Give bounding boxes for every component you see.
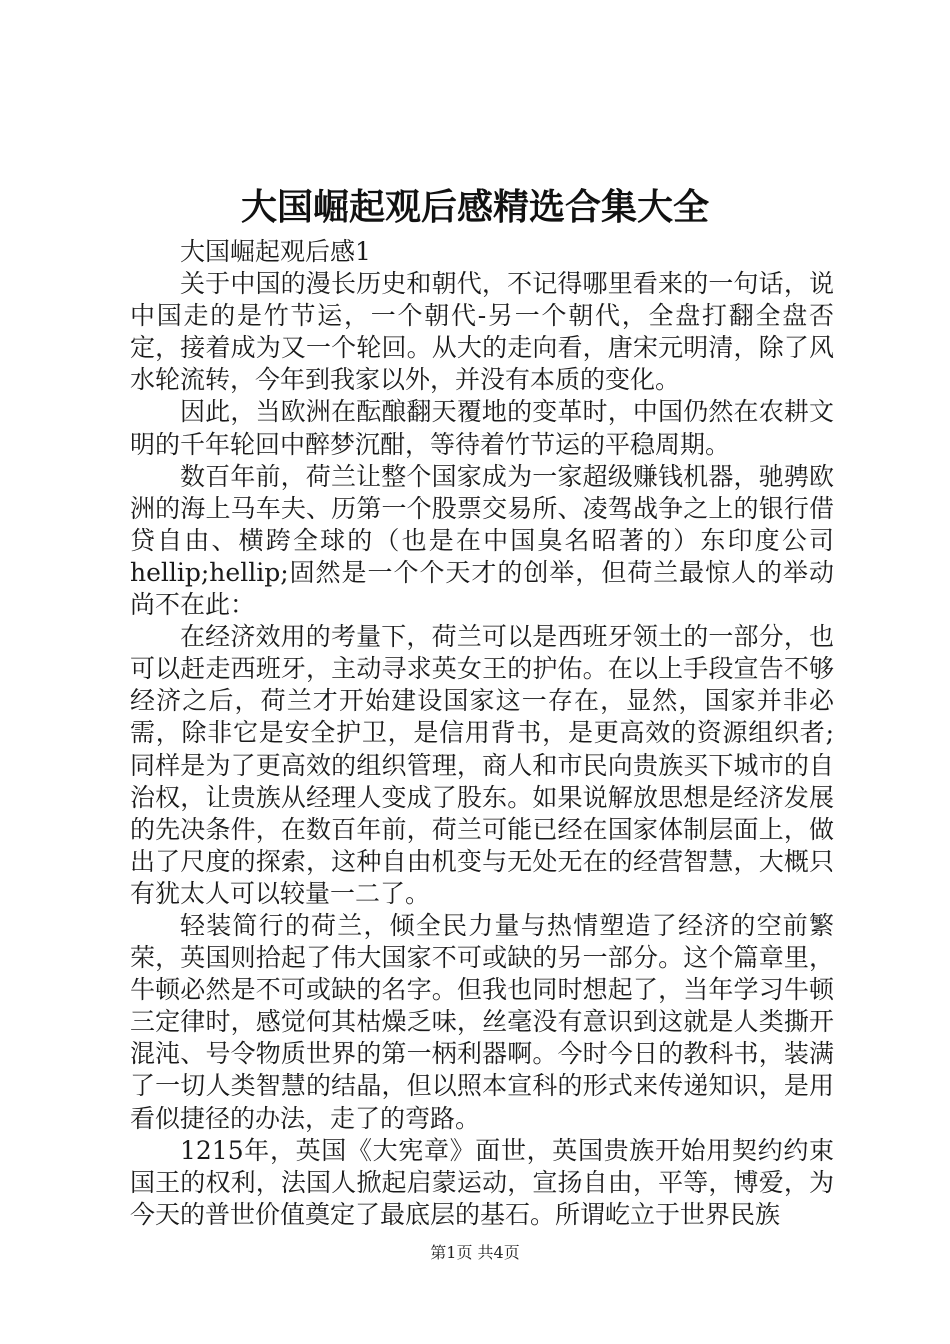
paragraph: 在经济效用的考量下，荷兰可以是西班牙领土的一部分，也可以赶走西班牙，主动寻求英女王的护佑。在以上手段宣告不够经济之后，荷兰才开始建设国家这一存在，显然，国家并非必需，除非它是安全护卫，是信用背书，是更高效的资源组织者;同样是为了更高效的组织管理，商人和市民向贵族买下城市的自治权，让贵族从经理人变成了股东。如果说解放思想是经济发展的先决条件，在数百年前，荷兰可能已经在国家体制层面上，做出了尺度的探索，这种自由机变与无处无在的经营智慧，大概只有犹太人可以较量一二了。 — [130, 622, 834, 908]
paragraph: 关于中国的漫长历史和朝代，不记得哪里看来的一句话，说中国走的是竹节运，一个朝代-另一个朝代，全盘打翻全盘否定，接着成为又一个轮回。从大的走向看，唐宋元明清，除了风水轮流转，今年到我家以外，并没有本质的变化。 — [130, 269, 834, 395]
paragraph: 因此，当欧洲在酝酿翻天覆地的变革时，中国仍然在农耕文明的千年轮回中醉梦沉酣，等待着竹节运的平稳周期。 — [130, 397, 834, 459]
paragraph: 数百年前，荷兰让整个国家成为一家超级赚钱机器，驰骋欧洲的海上马车夫、历第一个股票交易所、凌驾战争之上的银行借贷自由、横跨全球的（也是在中国臭名昭著的）东印度公司hellip;hellip;固然是一个个天才的创举，但荷兰最惊人的举动尚不在此： — [130, 461, 834, 620]
subheading: 大国崛起观后感1 — [180, 237, 371, 266]
paragraph: 1215年，英国《大宪章》面世，英国贵族开始用契约约束国王的权利，法国人掀起启蒙运动，宣扬自由，平等，博爱，为今天的普世价值奠定了最底层的基石。所谓屹立于世界民族 — [130, 1135, 834, 1229]
document-body — [130, 236, 834, 1231]
paragraph: 轻装简行的荷兰，倾全民力量与热情塑造了经济的空前繁荣，英国则拾起了伟大国家不可或缺的另一部分。这个篇章里，牛顿必然是不可或缺的名字。但我也同时想起了，当年学习牛顿三定律时，感觉何其枯燥乏味，丝毫没有意识到这就是人类撕开混沌、号令物质世界的第一柄利器啊。今时今日的教科书，装满了一切人类智慧的结晶，但以照本宣科的形式来传递知识，是用看似捷径的办法，走了的弯路。 — [130, 910, 834, 1133]
page-footer: 第1页 共4页 — [430, 1243, 520, 1262]
document-title: 大国崛起观后感精选合集大全 — [240, 187, 709, 228]
